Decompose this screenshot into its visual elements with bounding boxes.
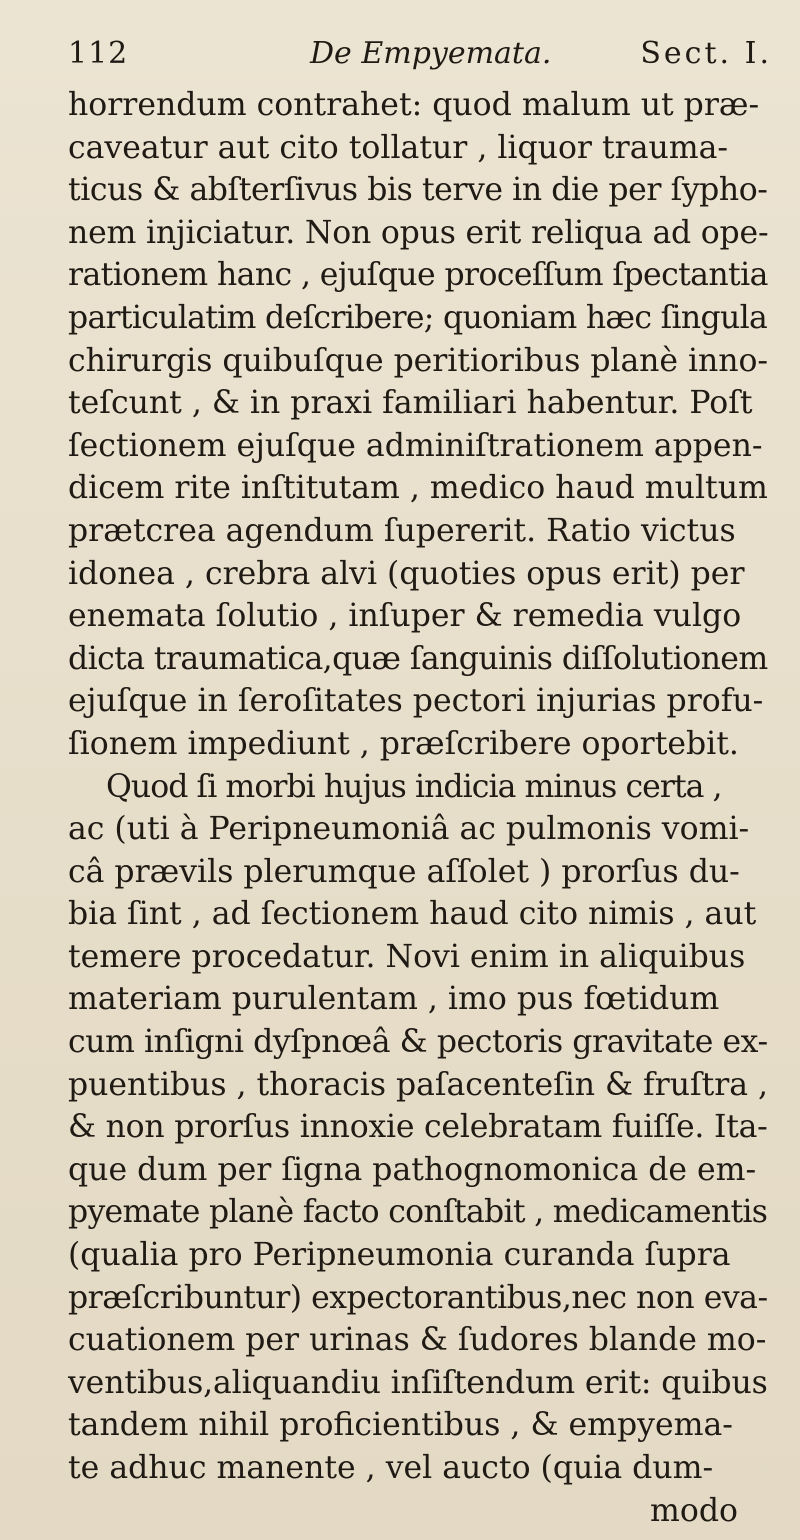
text-line: dicem rite inſtitutam , medico haud multum xyxy=(68,470,768,507)
text-line: chirurgis quibuſque peritioribus planè inno- xyxy=(68,342,768,379)
text-line: teſcunt , & in praxi familiari habentur. Poſt xyxy=(68,385,753,422)
text-line: (qualia pro Peripneumonia curanda ſupra xyxy=(68,1237,731,1274)
text-line: ventibus,aliquandiu inſiſtendum erit: quibus xyxy=(68,1364,768,1401)
text-line: pyemate planè facto conſtabit , medicamentis xyxy=(68,1194,768,1231)
text-line: ticus & abſterſivus bis terve in die per ſypho- xyxy=(68,172,768,209)
running-header xyxy=(68,36,772,90)
text-line: ac (uti à Peripneumoniâ ac pulmonis vomi- xyxy=(68,811,750,848)
text-line: nem injiciatur. Non opus erit reliqua ad ope- xyxy=(68,214,768,251)
text-line: particulatim deſcribere; quoniam hæc ſingula xyxy=(68,299,768,336)
running-title: De Empyemata. xyxy=(310,36,552,71)
text-line: dicta traumatica,quæ ſanguinis diſſolutionem xyxy=(68,640,768,677)
text-line: temere procedatur. Novi enim in aliquibus xyxy=(68,938,746,975)
text-line: puentibus , thoracis paſacenteſin & fruſtra , xyxy=(68,1066,768,1103)
text-line: ſionem impediunt , præſcribere oportebit. xyxy=(68,725,739,762)
text-line: idonea , crebra alvi (quoties opus erit) per xyxy=(68,555,745,592)
text-line: que dum per ſigna pathognomonica de em- xyxy=(68,1151,757,1188)
section-label: Sect. I. xyxy=(640,36,772,71)
text-line: materiam purulentam , imo pus fœtidum xyxy=(68,981,720,1018)
text-line: tandem nihil proficientibus , & empyema- xyxy=(68,1407,733,1444)
page-number: 112 xyxy=(68,36,129,71)
catchword: modo xyxy=(650,1492,738,1529)
text-line: enemata ſolutio , inſuper & remedia vulgo xyxy=(68,598,742,635)
body-text xyxy=(68,84,768,1532)
paragraph-start-line: Quod ſi morbi hujus indicia minus certa , xyxy=(106,768,722,805)
text-line: ejuſque in ſeroſitates pectori injurias profu- xyxy=(68,683,764,720)
text-line: te adhuc manente , vel aucto (quia dum- xyxy=(68,1450,714,1486)
text-line: cum inſigni dyſpnœâ & pectoris gravitate ex- xyxy=(68,1024,768,1061)
text-line: præſcribuntur) expectorantibus,nec non eva- xyxy=(68,1279,768,1316)
text-line: caveatur aut cito tollatur , liquor trauma- xyxy=(68,129,729,166)
text-line: bia ſint , ad ſectionem haud cito nimis , aut xyxy=(68,896,757,933)
text-line: cuationem per urinas & ſudores blande mo- xyxy=(68,1322,767,1359)
text-line: horrendum contrahet: quod malum ut præ- xyxy=(68,87,760,123)
text-line: prætcrea agendum ſupererit. Ratio victus xyxy=(68,512,736,549)
text-line: rationem hanc , ejuſque proceſſum ſpectantia xyxy=(68,257,768,294)
text-line: ſectionem ejuſque adminiſtrationem appen- xyxy=(68,427,763,464)
text-line: câ prævils plerumque aſſolet ) prorſus du- xyxy=(68,853,740,890)
text-line: & non prorſus innoxie celebratam fuiſſe. Ita- xyxy=(68,1109,768,1146)
